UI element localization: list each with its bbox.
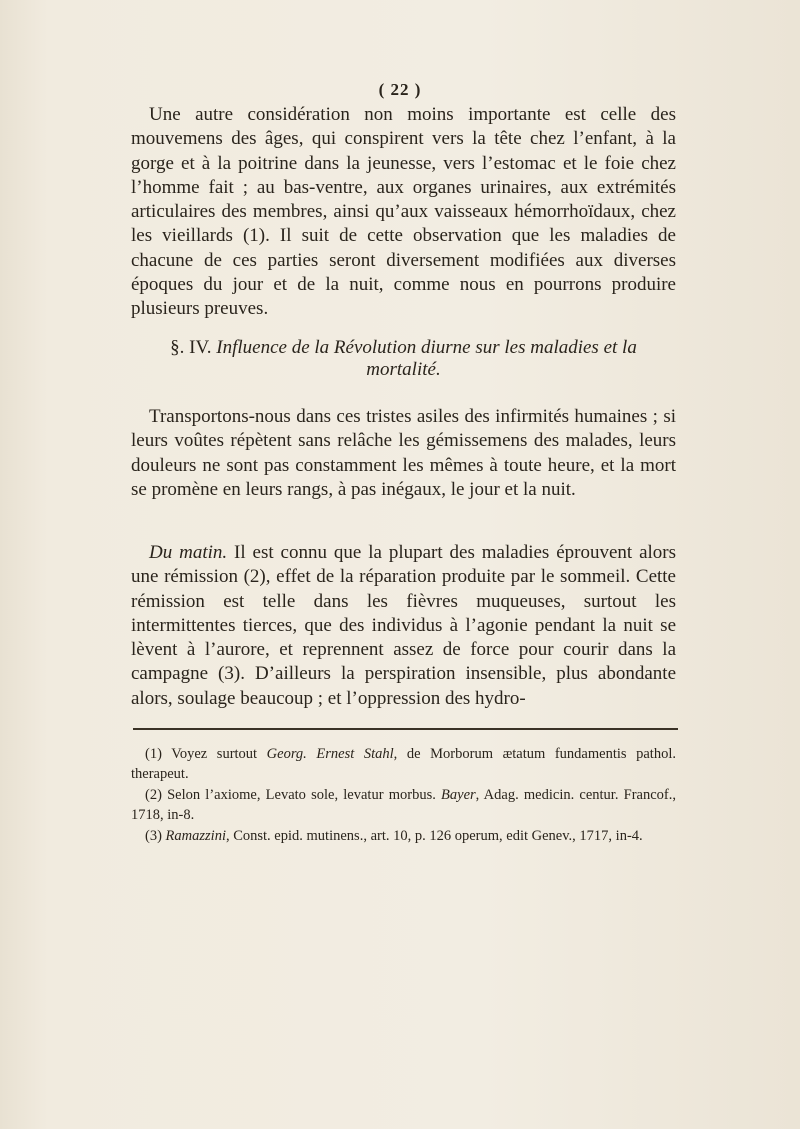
paragraph-lead: Du matin. (149, 542, 228, 563)
paragraph-text: Il est connu que la plupart des maladies éprouvent alors une rémission (2), effet de la réparation produite par le sommeil. Cette rémission est telle dans les fièvres muqueuses, surtout les intermittentes tierces, que des individus à l’agonie pendant la nuit se lèvent à l’aurore, et reprennent assez de force pour courir dans la campagne (3). D’ailleurs la perspiration insensible, plus abondante alors, soulage beaucoup ; et l’oppression des hydro- (131, 542, 677, 709)
section-title: Influence de la Révolution diurne sur les maladies et la mortalité. (216, 337, 637, 380)
footnote-divider (133, 728, 678, 730)
section-number: §. IV. (170, 337, 212, 358)
paragraph-asiles: Transportons-nous dans ces tristes asiles des infirmités humaines ; si leurs voûtes répètent sans relâche les gémissemens des malades, leurs douleurs ne sont pas constamment les mêmes à toute heure, et la mort se promène en leurs rangs, à pas inégaux, le jour et la nuit. (131, 406, 676, 500)
footnote-text: (1) Voyez surtout (145, 746, 267, 762)
footnote-author: Bayer (441, 787, 476, 803)
footnote-author: Georg. Ernest Stahl (266, 746, 394, 762)
footnote-1 (131, 745, 676, 784)
footnote-3 (131, 827, 676, 847)
footnotes (131, 745, 676, 849)
footnote-text: , Adag. medicin. centur. Francof., 1718, in-8. (131, 787, 676, 823)
footnote-text: , de Morborum ætatum fundamentis pathol. therapeut. (131, 746, 676, 782)
footnote-2 (131, 786, 676, 825)
footnote-text: (2) Selon l’axiome, Levato sole, levatur morbus. (145, 787, 442, 803)
paragraph-ages: Une autre considération non moins importante est celle des mouvemens des âges, qui conspirent vers la tête chez l’enfant, à la gorge et à la poitrine dans la jeunesse, vers l’estomac et le foie chez l’homme fait ; au bas-ventre, aux organes urinaires, aux extrémités articulaires des membres, ainsi qu’aux vaisseaux hémorrhoïdaux, chez les vieillards (1). Il suit de cette observation que les maladies de chacune de ces parties seront diversement modifiées aux diverses époques du jour et de la nuit, comme nous en pourrons produire plusieurs preuves. (131, 104, 676, 320)
footnote-text: , Const. epid. mutinens., art. 10, p. 126 operum, edit Genev., 1717, in-4. (225, 828, 643, 844)
section-heading (131, 337, 676, 381)
paragraph-du-matin (131, 541, 676, 711)
page-number: ( 22 ) (378, 80, 422, 99)
footnote-author: Ramazzini (165, 828, 226, 844)
footnote-text: (3) (145, 828, 166, 844)
